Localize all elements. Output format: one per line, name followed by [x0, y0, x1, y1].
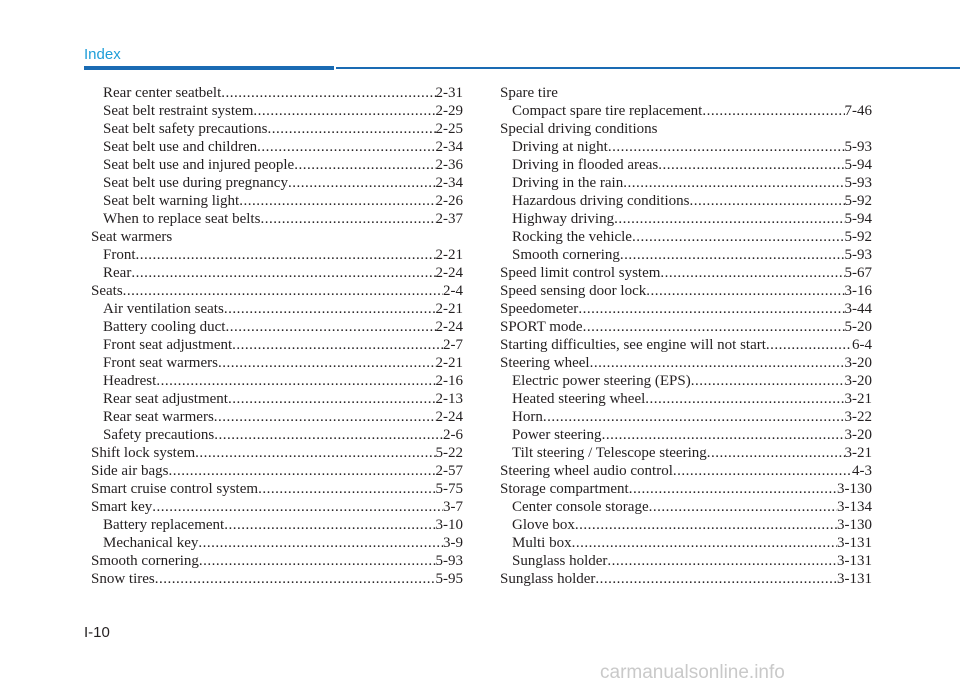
- dot-leader: [578, 300, 844, 318]
- index-entry-page: 2-13: [435, 391, 463, 407]
- dot-leader: [673, 462, 852, 480]
- index-entry: [500, 138, 872, 156]
- dot-leader: [221, 84, 435, 102]
- dot-leader: [260, 210, 435, 228]
- dot-leader: [707, 444, 845, 462]
- index-entry: [500, 480, 872, 498]
- index-entry: [91, 138, 463, 156]
- dot-leader: [195, 444, 435, 462]
- index-entry: [500, 120, 872, 138]
- dot-leader: [228, 390, 436, 408]
- index-column-right: [500, 84, 872, 588]
- index-entry-label: Mechanical key: [103, 535, 199, 551]
- index-entry-page: 3-10: [435, 517, 463, 533]
- index-entry-label: Spare tire: [500, 85, 558, 101]
- index-entry-label: Multi box: [512, 535, 572, 551]
- index-entry: [91, 264, 463, 282]
- index-entry-page: 2-31: [435, 85, 463, 101]
- index-entry-label: Rear seat warmers: [103, 409, 214, 425]
- index-entry-label: Compact spare tire replacement: [512, 103, 703, 119]
- index-entry-label: Front seat adjustment: [103, 337, 233, 353]
- index-entry: [91, 570, 463, 588]
- dot-leader: [629, 480, 837, 498]
- index-entry-page: 3-20: [844, 373, 872, 389]
- index-entry-page: 5-94: [844, 211, 872, 227]
- index-entry: [500, 462, 872, 480]
- page-title: Index: [84, 46, 121, 63]
- index-entry-page: 3-22: [844, 409, 872, 425]
- index-entry-label: Front: [103, 247, 136, 263]
- index-entry-label: Smart cruise control system: [91, 481, 259, 497]
- index-entry-label: Speedometer: [500, 301, 579, 317]
- index-entry: [91, 300, 463, 318]
- index-entry-label: Seats: [91, 283, 123, 299]
- index-entry-label: Highway driving: [512, 211, 615, 227]
- index-entry-page: 2-57: [435, 463, 463, 479]
- index-entry-label: Seat warmers: [91, 229, 173, 245]
- index-entry-label: Power steering: [512, 427, 602, 443]
- index-entry: [91, 408, 463, 426]
- index-entry-label: Battery replacement: [103, 517, 225, 533]
- index-entry: [500, 498, 872, 516]
- index-entry-page: 5-67: [844, 265, 872, 281]
- index-entry-page: 5-93: [844, 139, 872, 155]
- dot-leader: [224, 300, 436, 318]
- index-entry: [91, 498, 463, 516]
- index-entry-page: 3-21: [844, 391, 872, 407]
- index-entry-label: Hazardous driving conditions: [512, 193, 690, 209]
- index-entry-label: Battery cooling duct: [103, 319, 226, 335]
- index-entry-page: 3-131: [837, 553, 872, 569]
- dot-leader: [632, 228, 845, 246]
- dot-leader: [214, 426, 443, 444]
- index-entry-label: Rocking the vehicle: [512, 229, 632, 245]
- index-entry: [91, 120, 463, 138]
- index-entry-page: 6-4: [852, 337, 872, 353]
- dot-leader: [590, 354, 845, 372]
- index-entry-label: Driving in the rain: [512, 175, 624, 191]
- index-entry-page: 3-44: [844, 301, 872, 317]
- index-entry: [91, 372, 463, 390]
- index-entry-page: 2-21: [435, 301, 463, 317]
- dot-leader: [660, 264, 844, 282]
- dot-leader: [214, 408, 436, 426]
- dot-leader: [620, 246, 845, 264]
- index-entry-page: 2-26: [435, 193, 463, 209]
- dot-leader: [239, 192, 435, 210]
- index-entry-page: 3-130: [837, 517, 872, 533]
- index-entry-label: Snow tires: [91, 571, 155, 587]
- dot-leader: [595, 570, 837, 588]
- index-entry: [500, 336, 872, 354]
- index-entry: [500, 300, 872, 318]
- index-entry-label: Rear center seatbelt: [103, 85, 222, 101]
- index-entry: [91, 318, 463, 336]
- index-entry-label: Air ventilation seats: [103, 301, 224, 317]
- index-entry-page: 2-16: [435, 373, 463, 389]
- index-entry-page: 3-131: [837, 535, 872, 551]
- index-entry-label: Storage compartment: [500, 481, 629, 497]
- index-entry-page: 3-21: [844, 445, 872, 461]
- index-entry-label: Headrest: [103, 373, 157, 389]
- index-entry-label: Seat belt warning light: [103, 193, 240, 209]
- index-entry-label: Tilt steering / Telescope steering: [512, 445, 707, 461]
- index-entry-page: 2-37: [435, 211, 463, 227]
- index-entry: [91, 462, 463, 480]
- index-entry-label: Side air bags: [91, 463, 169, 479]
- dot-leader: [168, 462, 435, 480]
- index-entry-label: Speed limit control system: [500, 265, 661, 281]
- page-number: I-10: [84, 624, 110, 641]
- index-entry: [91, 426, 463, 444]
- index-entry-page: 5-94: [844, 157, 872, 173]
- dot-leader: [702, 102, 844, 120]
- dot-leader: [607, 552, 837, 570]
- dot-leader: [543, 408, 845, 426]
- index-entry: [91, 84, 463, 102]
- dot-leader: [602, 426, 845, 444]
- dot-leader: [689, 192, 844, 210]
- index-entry-page: 3-134: [837, 499, 872, 515]
- dot-leader: [257, 138, 435, 156]
- dot-leader: [253, 102, 435, 120]
- index-entry: [500, 228, 872, 246]
- dot-leader: [288, 174, 436, 192]
- index-entry-label: Sunglass holder: [512, 553, 608, 569]
- watermark: carmanualsonline.info: [600, 662, 785, 683]
- index-entry-page: 5-22: [435, 445, 463, 461]
- index-entry-label: Electric power steering (EPS): [512, 373, 691, 389]
- dot-leader: [268, 120, 436, 138]
- dot-leader: [218, 354, 436, 372]
- index-entry-label: Special driving conditions: [500, 121, 658, 137]
- index-entry-page: 2-21: [435, 355, 463, 371]
- index-entry: [91, 174, 463, 192]
- index-entry: [500, 246, 872, 264]
- index-entry-label: Smooth cornering: [91, 553, 199, 569]
- index-entry: [91, 228, 463, 246]
- index-entry-label: Rear seat adjustment: [103, 391, 228, 407]
- index-entry-page: 2-24: [435, 409, 463, 425]
- dot-leader: [258, 480, 435, 498]
- index-entry-page: 2-21: [435, 247, 463, 263]
- index-entry-label: Seat belt restraint system: [103, 103, 254, 119]
- index-entry-page: 2-34: [435, 175, 463, 191]
- index-entry: [91, 102, 463, 120]
- index-entry: [91, 534, 463, 552]
- index-entry: [91, 444, 463, 462]
- index-entry-label: Seat belt use and injured people: [103, 157, 295, 173]
- index-entry: [500, 192, 872, 210]
- index-column-left: [91, 84, 463, 588]
- index-entry: [500, 516, 872, 534]
- index-entry: [500, 354, 872, 372]
- dot-leader: [645, 390, 844, 408]
- index-entry: [91, 480, 463, 498]
- dot-leader: [123, 282, 443, 300]
- index-entry: [91, 246, 463, 264]
- index-entry-page: 3-20: [844, 427, 872, 443]
- index-entry-label: Safety precautions: [103, 427, 215, 443]
- index-entry-page: 2-24: [435, 319, 463, 335]
- index-entry: [91, 156, 463, 174]
- header-rule: [336, 67, 960, 69]
- index-entry-page: 4-3: [852, 463, 872, 479]
- dot-leader: [225, 318, 435, 336]
- index-entry-label: Starting difficulties, see engine will not start: [500, 337, 766, 353]
- index-entry-label: Sunglass holder: [500, 571, 596, 587]
- index-entry-page: 2-24: [435, 265, 463, 281]
- index-entry-page: 2-7: [443, 337, 463, 353]
- index-entry-page: 3-130: [837, 481, 872, 497]
- index-entry-label: Seat belt safety precautions: [103, 121, 268, 137]
- header-rule-accent: [84, 66, 334, 70]
- dot-leader: [156, 372, 435, 390]
- index-entry: [91, 516, 463, 534]
- index-entry-page: 5-95: [435, 571, 463, 587]
- index-entry-label: Steering wheel: [500, 355, 590, 371]
- dot-leader: [623, 174, 844, 192]
- index-entry-label: Center console storage: [512, 499, 649, 515]
- dot-leader: [224, 516, 435, 534]
- dot-leader: [155, 570, 436, 588]
- dot-leader: [152, 498, 443, 516]
- index-entry: [500, 282, 872, 300]
- index-entry: [91, 210, 463, 228]
- index-entry-label: Seat belt use during pregnancy: [103, 175, 288, 191]
- index-entry: [500, 102, 872, 120]
- index-entry-label: Front seat warmers: [103, 355, 218, 371]
- index-entry-label: Smart key: [91, 499, 153, 515]
- index-entry: [500, 84, 872, 102]
- index-entry: [500, 444, 872, 462]
- index-entry-page: 7-46: [844, 103, 872, 119]
- index-entry: [91, 390, 463, 408]
- index-entry: [500, 552, 872, 570]
- index-entry-label: Horn: [512, 409, 543, 425]
- index-entry-page: 3-16: [844, 283, 872, 299]
- index-entry-label: Smooth cornering: [512, 247, 620, 263]
- index-entry: [500, 174, 872, 192]
- index-entry-page: 2-6: [443, 427, 463, 443]
- index-entry: [500, 264, 872, 282]
- dot-leader: [583, 318, 845, 336]
- index-entry: [91, 354, 463, 372]
- index-entry: [500, 408, 872, 426]
- index-entry-page: 5-20: [844, 319, 872, 335]
- dot-leader: [766, 336, 852, 354]
- index-entry-label: Speed sensing door lock: [500, 283, 647, 299]
- index-entry-label: Driving at night: [512, 139, 608, 155]
- dot-leader: [572, 534, 837, 552]
- index-entry-page: 2-4: [443, 283, 463, 299]
- index-entry: [91, 552, 463, 570]
- index-entry-page: 5-93: [435, 553, 463, 569]
- index-entry: [500, 156, 872, 174]
- index-entry: [500, 426, 872, 444]
- dot-leader: [608, 138, 845, 156]
- index-entry-page: 3-7: [443, 499, 463, 515]
- index-entry-label: Heated steering wheel: [512, 391, 646, 407]
- dot-leader: [136, 246, 436, 264]
- index-entry: [91, 282, 463, 300]
- dot-leader: [691, 372, 845, 390]
- index-entry-label: SPORT mode: [500, 319, 583, 335]
- index-entry-page: 2-34: [435, 139, 463, 155]
- dot-leader: [294, 156, 435, 174]
- index-entry-page: 5-92: [844, 193, 872, 209]
- index-entry: [500, 570, 872, 588]
- dot-leader: [646, 282, 844, 300]
- index-entry-page: 2-36: [435, 157, 463, 173]
- index-entry-page: 5-75: [435, 481, 463, 497]
- dot-leader: [658, 156, 844, 174]
- index-entry: [500, 210, 872, 228]
- index-entry-label: Rear: [103, 265, 132, 281]
- index-entry: [91, 192, 463, 210]
- dot-leader: [232, 336, 443, 354]
- index-entry-label: When to replace seat belts: [103, 211, 261, 227]
- dot-leader: [131, 264, 435, 282]
- index-entry-page: 5-92: [844, 229, 872, 245]
- index-entry-page: 2-29: [435, 103, 463, 119]
- dot-leader: [575, 516, 837, 534]
- dot-leader: [614, 210, 844, 228]
- dot-leader: [199, 552, 436, 570]
- index-entry-page: 3-9: [443, 535, 463, 551]
- index-entry-label: Glove box: [512, 517, 575, 533]
- index-entry: [500, 372, 872, 390]
- index-entry-page: 3-131: [837, 571, 872, 587]
- index-entry-page: 2-25: [435, 121, 463, 137]
- index-entry: [500, 534, 872, 552]
- index-entry-label: Seat belt use and children: [103, 139, 258, 155]
- index-entry: [500, 390, 872, 408]
- index-entry-page: 5-93: [844, 175, 872, 191]
- dot-leader: [198, 534, 443, 552]
- index-entry: [500, 318, 872, 336]
- index-entry-page: 3-20: [844, 355, 872, 371]
- index-entry-label: Shift lock system: [91, 445, 196, 461]
- index-entry-label: Driving in flooded areas: [512, 157, 659, 173]
- index-entry: [91, 336, 463, 354]
- dot-leader: [649, 498, 837, 516]
- index-entry-label: Steering wheel audio control: [500, 463, 673, 479]
- index-entry-page: 5-93: [844, 247, 872, 263]
